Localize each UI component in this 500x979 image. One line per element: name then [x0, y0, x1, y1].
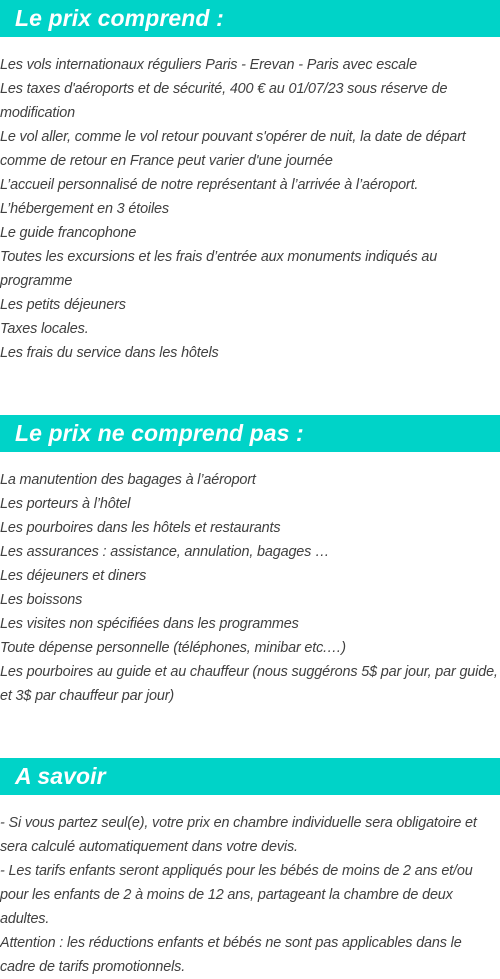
list-item: La manutention des bagages à l’aéroport — [0, 472, 256, 488]
section-title-good-to-know: A savoir — [15, 763, 106, 789]
excluded-list — [0, 468, 500, 708]
list-item: Les petits déjeuners — [0, 297, 126, 313]
list-item: Toutes les excursions et les frais d’entrée aux monuments indiqués au programme — [0, 249, 438, 289]
section-title-excluded: Le prix ne comprend pas : — [15, 420, 304, 446]
list-item: Taxes locales. — [0, 321, 89, 337]
list-item: Les frais du service dans les hôtels — [0, 345, 219, 361]
list-item: Les assurances : assistance, annulation, bagages … — [0, 544, 330, 560]
good-to-know-list — [0, 811, 500, 979]
section-header-good-to-know — [0, 758, 500, 795]
list-item: Les déjeuners et diners — [0, 568, 147, 584]
included-list — [0, 53, 500, 365]
list-item: Toute dépense personnelle (téléphones, minibar etc.…) — [0, 640, 346, 656]
list-item: Les vols internationaux réguliers Paris - Erevan - Paris avec escale — [0, 57, 417, 73]
section-header-excluded — [0, 415, 500, 452]
list-item: L’hébergement en 3 étoiles — [0, 201, 169, 217]
list-item: Les porteurs à l’hôtel — [0, 496, 131, 512]
list-item: Les pourboires dans les hôtels et restaurants — [0, 520, 281, 536]
list-item: Les boissons — [0, 592, 83, 608]
list-item: - Les tarifs enfants seront appliqués pour les bébés de moins de 2 ans et/ou pour les enfants de 2 à moins de 12 ans, partageant la chambre de deux adultes. — [0, 863, 473, 927]
section-title-included: Le prix comprend : — [15, 5, 224, 31]
list-item: Le vol aller, comme le vol retour pouvant s'opérer de nuit, la date de départ comme de retour en France peut varier d'une journée — [0, 129, 466, 169]
list-item: Le guide francophone — [0, 225, 137, 241]
list-item: Les visites non spécifiées dans les programmes — [0, 616, 299, 632]
list-item: Les taxes d'aéroports et de sécurité, 400 € au 01/07/23 sous réserve de modification — [0, 81, 448, 121]
list-item: Attention : les réductions enfants et bébés ne sont pas applicables dans le cadre de tarifs promotionnels. — [0, 935, 462, 975]
list-item: Les pourboires au guide et au chauffeur (nous suggérons 5$ par jour, par guide, et 3$ par chauffeur par jour) — [0, 664, 498, 704]
list-item: - Si vous partez seul(e), votre prix en chambre individuelle sera obligatoire et sera calculé automatiquement dans votre devis. — [0, 815, 477, 855]
list-item: L’accueil personnalisé de notre représentant à l’arrivée à l’aéroport. — [0, 177, 419, 193]
section-header-included — [0, 0, 500, 37]
